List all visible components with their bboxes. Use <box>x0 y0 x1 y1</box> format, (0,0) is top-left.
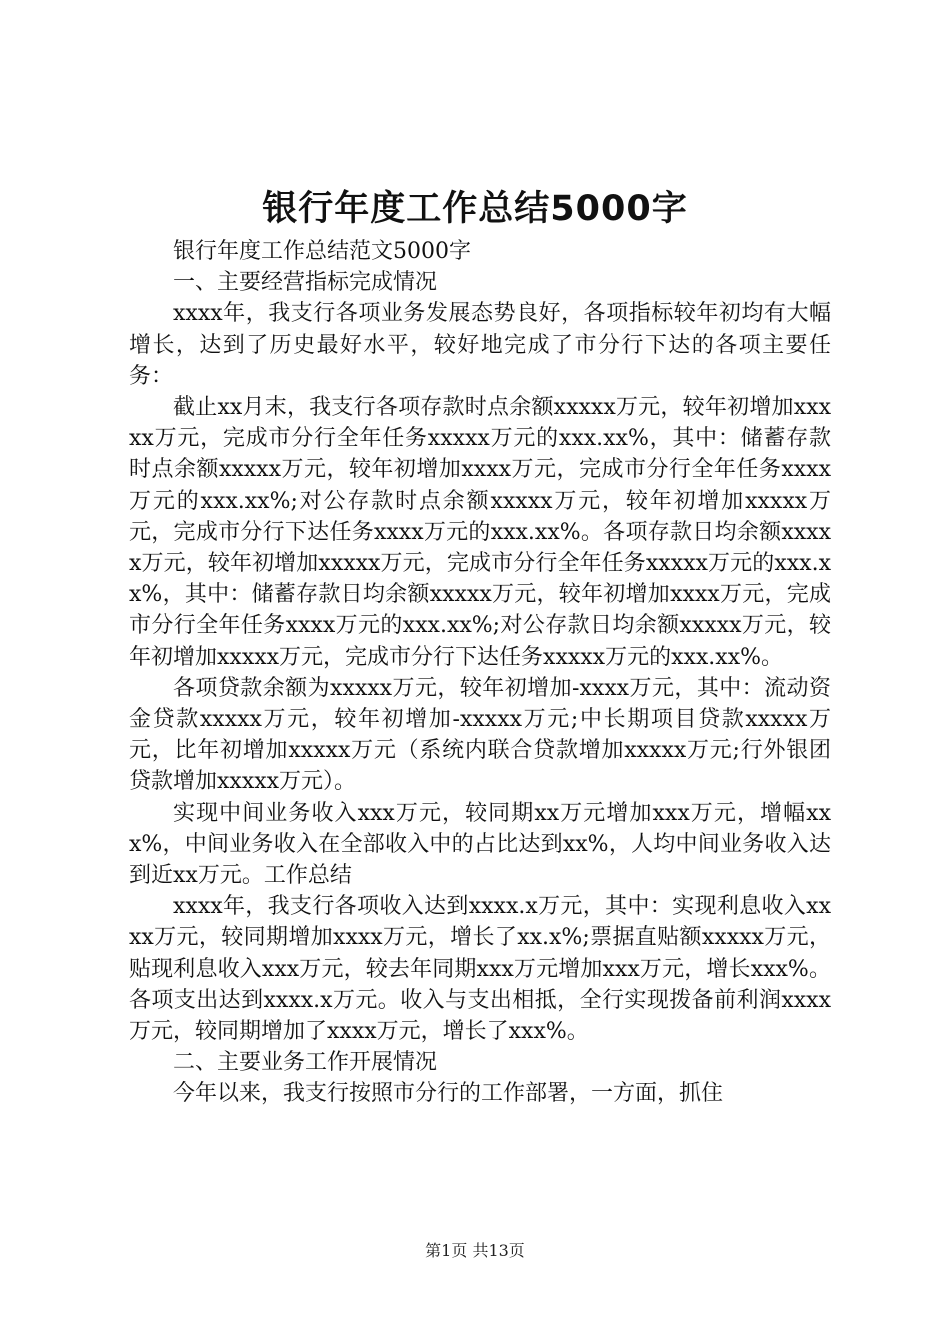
paragraph: xxxx年，我支行各项收入达到xxxx.x万元，其中：实现利息收入xxxx万元，较同期增加xxxx万元，增长了xx.x%;票据直贴额xxxxx万元，贴现利息收入xxx万元，较去年同期xxx万元增加xxx万元，增长xxx%。各项支出达到xxxx.x万元。收入与支出相抵，全行实现拨备前利润xxxx万元，较同期增加了xxxx万元，增长了xxx%。 <box>129 894 831 1045</box>
paragraph: xxxx年，我支行各项业务发展态势良好，各项指标较年初均有大幅增长，达到了历史最好水平，较好地完成了市分行下达的各项主要任务： <box>129 301 831 389</box>
paragraph: 实现中间业务收入xxx万元，较同期xx万元增加xxx万元，增幅xxx%，中间业务收入在全部收入中的占比达到xx%，人均中间业务收入达到近xx万元。工作总结 <box>129 800 831 889</box>
paragraph-subtitle: 银行年度工作总结范文5000字 <box>173 239 471 264</box>
paragraph: 今年以来，我支行按照市分行的工作部署，一方面，抓住 <box>173 1081 724 1107</box>
document-body <box>129 236 831 1110</box>
document-title: 银行年度工作总结5000字 <box>262 189 688 229</box>
section-heading-2: 二、主要业务工作开展情况 <box>173 1050 438 1076</box>
paragraph: 截止xx月末，我支行各项存款时点余额xxxxx万元，较年初增加xxxxx万元，完成市分行全年任务xxxxx万元的xxx.xx%，其中：储蓄存款时点余额xxxxx万元，较年初增加xxxx万元，完成市分行全年任务xxxx万元的xxx.xx%;对公存款时点余额xxxxx万元，较年初增加xxxxx万元，完成市分行下达任务xxxx万元的xxx.xx%。各项存款日均余额xxxxx万元，较年初增加xxxxx万元，完成市分行全年任务xxxxx万元的xxx.xx%，其中：储蓄存款日均余额xxxxx万元，较年初增加xxxx万元，完成市分行全年任务xxxx万元的xxx.xx%;对公存款日均余额xxxxx万元，较年初增加xxxxx万元，完成市分行下达任务xxxxx万元的xxx.xx%。 <box>129 395 831 670</box>
paragraph: 各项贷款余额为xxxxx万元，较年初增加-xxxx万元，其中：流动资金贷款xxxxx万元，较年初增加-xxxxx万元;中长期项目贷款xxxxx万元，比年初增加xxxxx万元（系统内联合贷款增加xxxxx万元;行外银团贷款增加xxxxx万元）。 <box>129 675 831 795</box>
section-heading-1: 一、主要经营指标完成情况 <box>173 270 438 296</box>
page-footer: 第1页 共13页 <box>425 1241 525 1260</box>
